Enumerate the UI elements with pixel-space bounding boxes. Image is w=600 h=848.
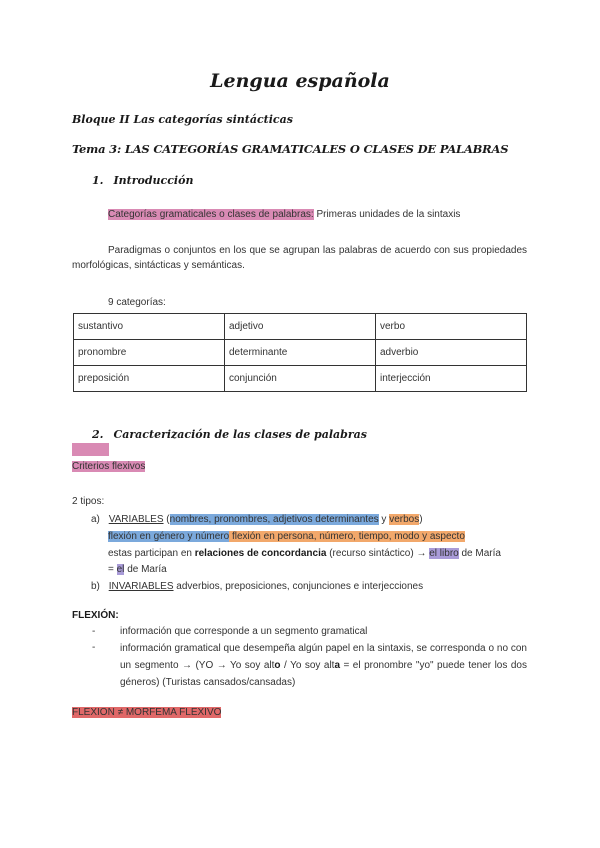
item2-post: = el pronombre "yo" puede tener los dos géneros) (Turistas cansados/cansadas) [120, 660, 527, 688]
table-cell: adjetivo [225, 314, 376, 340]
variables-label: VARIABLES [108, 514, 164, 525]
intro-highlight: Categorías gramaticales o clases de palabras: [108, 209, 314, 220]
intro-rest: Primeras unidades de la sintaxis [313, 209, 461, 220]
flexion-item-2-text [120, 640, 527, 691]
flexion-item-text: información que corresponde a un segmento gramatical [120, 626, 368, 637]
example-highlight: el libro [429, 548, 459, 559]
dash: - [92, 626, 96, 637]
table-cell: sustantivo [74, 314, 225, 340]
item2-mid: / Yo soy alt [280, 660, 335, 671]
concordancia-line [108, 546, 501, 561]
item2-pre: información gramatical que desempeña algún papel en la sintaxis, se corresponda o no con un segmento → (YO → Yo soy alt [120, 643, 527, 671]
dash: - [92, 642, 96, 653]
flexion-types-line [108, 529, 465, 544]
page-title: Lengua española [210, 70, 390, 92]
flexion-gender-number: flexión en género y número [108, 531, 230, 542]
section-2-number: 2. [92, 428, 104, 441]
table-cell: conjunción [225, 366, 376, 392]
list-marker: a) [91, 514, 100, 525]
concordancia-bold: relaciones de concordancia [194, 548, 327, 559]
paren: ) [419, 514, 423, 525]
list-marker: b) [91, 581, 100, 592]
table-cell: interjección [376, 366, 527, 392]
table-cell: preposición [74, 366, 225, 392]
criterios-highlight: Criterios flexivos [72, 461, 146, 472]
categories-table [73, 313, 527, 392]
tipos-label: 2 tipos: [72, 496, 105, 507]
final-note: FLEXION ≠ MORFEMA FLEXIVO [72, 707, 222, 718]
conjunction-text: y [378, 514, 390, 525]
table-row [74, 366, 527, 392]
block-heading: Bloque II Las categorías sintácticas [72, 113, 293, 126]
paren: ( [163, 514, 170, 525]
example-line-2 [108, 562, 167, 577]
criterios-line [72, 459, 145, 474]
variables-line [91, 512, 423, 527]
final-note-line [72, 705, 221, 720]
example-rest-2: de María [124, 564, 167, 575]
invariables-line [91, 579, 423, 594]
section-1-label: Introducción [113, 174, 194, 187]
item2-o: o [274, 660, 281, 671]
invariables-rest: adverbios, preposiciones, conjunciones e interjecciones [173, 581, 424, 592]
pink-swatch [72, 443, 109, 456]
table-row [74, 314, 527, 340]
topic-heading: Tema 3: LAS CATEGORÍAS GRAMATICALES O CLASES DE PALABRAS [72, 142, 509, 156]
section-2-label: Caracterización de las clases de palabras [113, 428, 367, 441]
flexion-heading [72, 608, 119, 623]
example-rest: de María [458, 548, 501, 559]
section-2-heading [92, 428, 367, 441]
section-1-heading [92, 174, 193, 187]
flexion-item-1 [92, 624, 527, 639]
example-pre: = [108, 564, 117, 575]
example-highlight-2: el [116, 564, 125, 575]
concordancia-pre: estas participan en [108, 548, 195, 559]
table-cell: determinante [225, 340, 376, 366]
intro-definition [108, 207, 460, 222]
variables-group2: verbos [389, 514, 420, 525]
table-cell: pronombre [74, 340, 225, 366]
table-cell: adverbio [376, 340, 527, 366]
flexion-person-number: flexión en persona, número, tiempo, modo y aspecto [229, 531, 465, 542]
paradigm-paragraph: Paradigmas o conjuntos en los que se agrupan las palabras de acuerdo con sus propiedades morfológicas, sintácticas y semánticas. [72, 245, 527, 271]
flexion-heading-text: FLEXIÓN: [72, 610, 119, 621]
concordancia-mid: (recurso sintáctico) → [326, 548, 430, 559]
section-1-number: 1. [92, 174, 104, 187]
table-row [74, 340, 527, 366]
categories-intro: 9 categorías: [108, 297, 166, 308]
variables-group1: nombres, pronombres, adjetivos determinantes [169, 514, 379, 525]
invariables-label: INVARIABLES [108, 581, 174, 592]
flexion-item-2 [92, 640, 527, 691]
table-cell: verbo [376, 314, 527, 340]
item2-a: a [334, 660, 341, 671]
